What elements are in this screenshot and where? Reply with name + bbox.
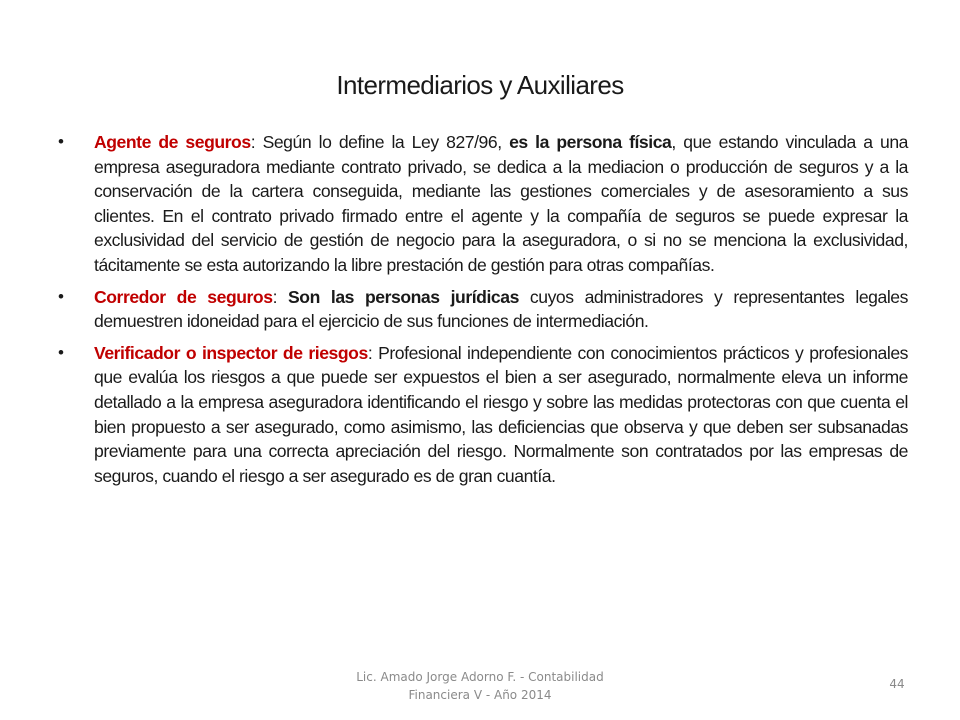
bullet-text: cuyos administradores y representantes legales demuestren idoneidad para el ejercicio de sus funciones de intermediación. [94, 286, 908, 332]
bullet-icon: • [58, 342, 64, 362]
slide-title: Intermediarios y Auxiliares [336, 70, 624, 100]
bullet-text: , que estando vinculada a una empresa aseguradora mediante contrato privado, se dedica a la mediacion o producción de seguros y a la conservación de la cartera conseguida, mediante las gestiones comerciales y de asesoramiento a sus clientes. En el contrato privado firmado entre el agente y la compañía de seguros se puede expresar la exclusividad del servicio de gestión de negocio para la aseguradora, o si no se menciona la exclusividad, tácitamente se esta autorizando la libre prestación de gestión para otras compañías. [94, 132, 908, 275]
term-separator: : [250, 132, 263, 152]
term-verificador-inspector: Verificador o inspector de riesgos [94, 342, 368, 363]
term-separator: : [367, 342, 379, 363]
bullet-item-verificador [58, 341, 908, 489]
bullet-emphasis: Son las personas jurídicas [288, 286, 519, 307]
bullet-item-corredor [58, 285, 908, 334]
footer-course-line: Financiera V - Año 2014 [408, 688, 552, 702]
bullet-text: Según lo define la Ley 827/96, [262, 132, 510, 152]
bullet-item-agente [58, 130, 908, 278]
bullet-list [58, 130, 908, 495]
bullet-icon: • [58, 286, 64, 306]
bullet-icon: • [58, 132, 64, 151]
page-number: 44 [889, 677, 905, 691]
term-corredor-de-seguros: Corredor de seguros [94, 286, 273, 307]
bullet-emphasis: es la persona física [509, 132, 672, 152]
term-agente-de-seguros: Agente de seguros [94, 132, 251, 152]
bullet-text: Profesional independiente con conocimientos prácticos y profesionales que evalúa los riesgos a que puede ser expuestos el bien a ser asegurado, normalmente eleva un informe detallado a la empresa aseguradora identificando el riesgo y sobre las medidas protectoras con que cuenta el bien propuesto a ser asegurado, como asimismo, las deficiencias que observa y que deben ser subsanadas previamente para una correcta apreciación del riesgo. Normalmente son contratados por las empresas de seguros, cuando el riesgo a ser asegurado es de gran cuantía. [94, 342, 908, 486]
footer-author-line: Lic. Amado Jorge Adorno F. - Contabilidad [356, 670, 604, 684]
slide-footer [330, 668, 630, 704]
term-separator: : [272, 286, 289, 307]
